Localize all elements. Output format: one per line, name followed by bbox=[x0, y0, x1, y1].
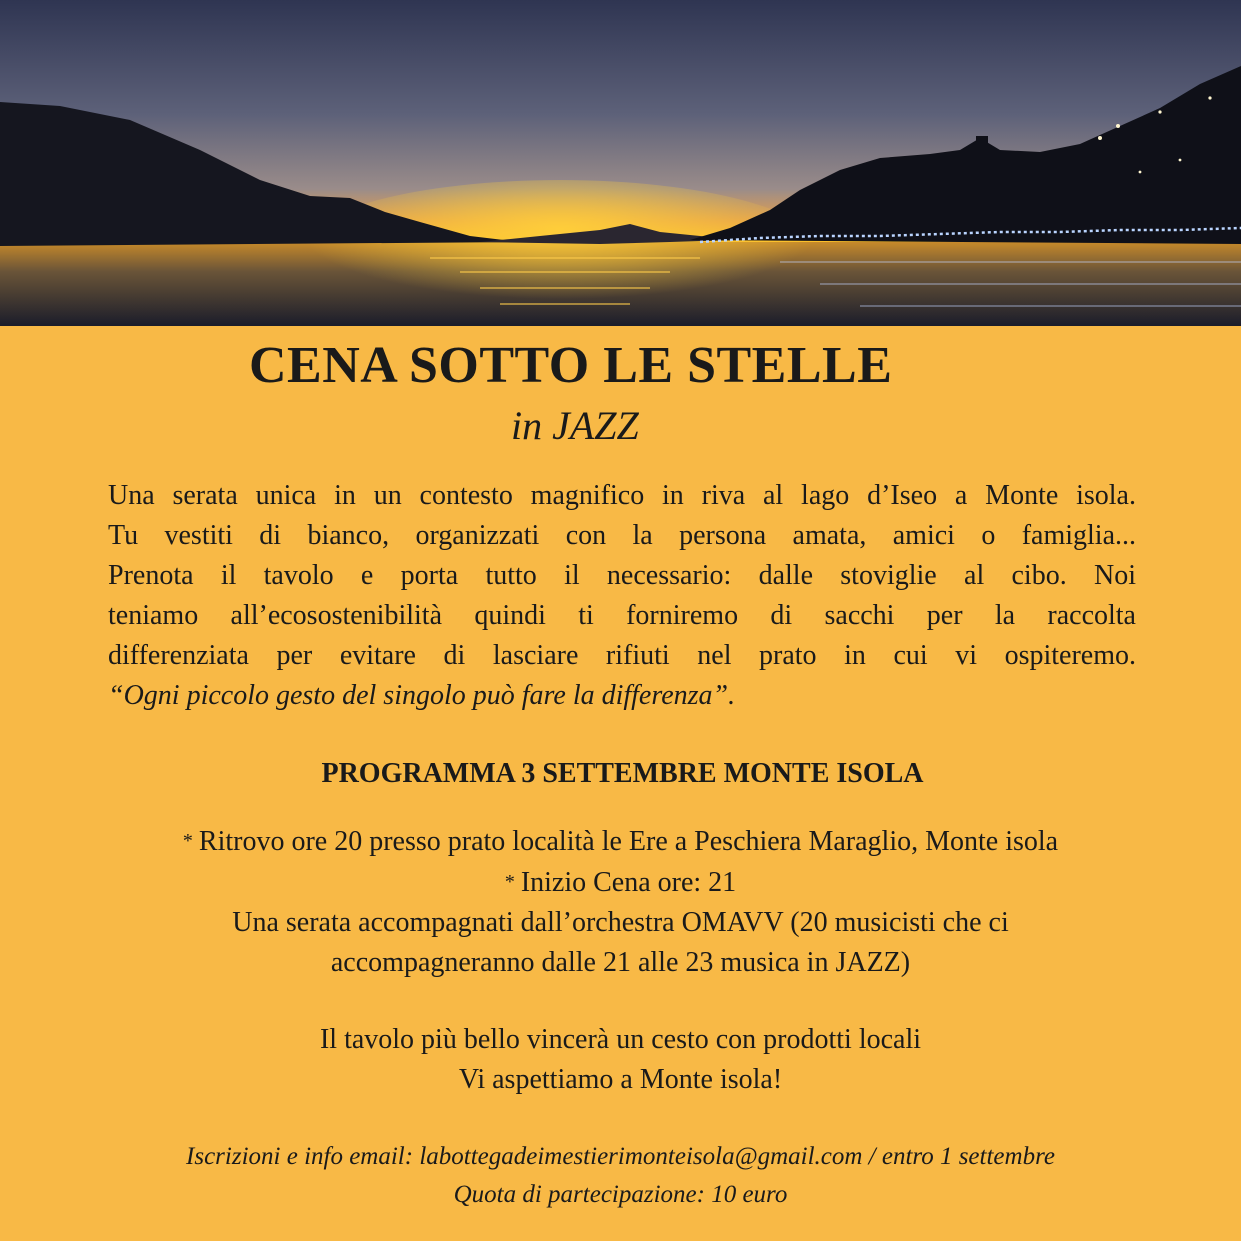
participation-fee: Quota di partecipazione: 10 euro bbox=[453, 1181, 788, 1208]
meeting-text: Ritrovo ore 20 presso prato località le Ere a Peschiera Maraglio, Monte isola bbox=[198, 826, 1059, 857]
registration-info: Iscrizioni e info email: labottegadeimestierimonteisola@gmail.com / entro 1 settembre bbox=[186, 1143, 1055, 1170]
closing-block bbox=[0, 1020, 1241, 1100]
program-item-dinner bbox=[0, 862, 1241, 903]
asterisk-icon: * bbox=[504, 871, 515, 893]
footer-info bbox=[0, 1138, 1241, 1214]
intro-line: Prenota il tavolo e porta tutto il necessario: dalle stoviglie al cibo. Noi bbox=[108, 560, 1136, 591]
orchestra-line: accompagneranno dalle 21 alle 23 musica in JAZZ) bbox=[330, 947, 911, 978]
intro-quote: “Ogni piccolo gesto del singolo può fare la differenza”. bbox=[108, 680, 736, 711]
asterisk-icon: * bbox=[182, 830, 193, 852]
program-item-meeting bbox=[0, 821, 1241, 862]
program-heading: PROGRAMMA 3 SETTEMBRE MONTE ISOLA bbox=[321, 758, 924, 789]
intro-line: Tu vestiti di bianco, organizzati con la persona amata, amici o famiglia... bbox=[108, 520, 1136, 551]
event-title: CENA SOTTO LE STELLE bbox=[249, 337, 893, 394]
intro-line: Una serata unica in un contesto magnifico in riva al lago d’Iseo a Monte isola. bbox=[108, 480, 1136, 511]
dinner-start-text: Inizio Cena ore: 21 bbox=[520, 867, 737, 898]
intro-line: differenziata per evitare di lasciare rifiuti nel prato in cui vi ospiteremo. bbox=[108, 640, 1136, 671]
program-details bbox=[0, 821, 1241, 983]
event-subtitle: in JAZZ bbox=[511, 403, 639, 448]
intro-paragraph bbox=[108, 476, 1136, 716]
hero-photo bbox=[0, 0, 1241, 326]
welcome-text: Vi aspettiamo a Monte isola! bbox=[458, 1064, 783, 1095]
prize-text: Il tavolo più bello vincerà un cesto con prodotti locali bbox=[319, 1024, 922, 1055]
intro-line: teniamo all’ecosostenibilità quindi ti forniremo di sacchi per la raccolta bbox=[108, 600, 1136, 631]
orchestra-line: Una serata accompagnati dall’orchestra OMAVV (20 musicisti che ci bbox=[232, 907, 1009, 938]
